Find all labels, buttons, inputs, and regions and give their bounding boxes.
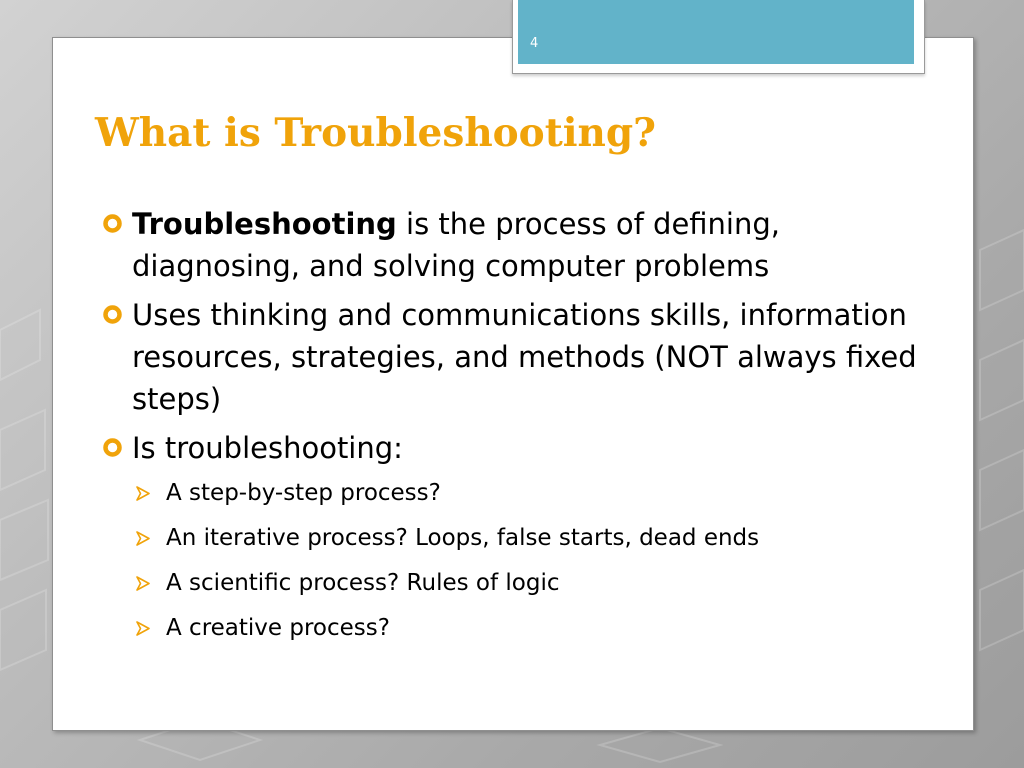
slide-content (102, 203, 922, 656)
bullet-item (102, 427, 922, 469)
sub-bullet-text: An iterative process? Loops, false starts, dead ends (166, 525, 760, 551)
bullet-text: is the process of defining, diagnosing, and solving computer problems (132, 207, 780, 283)
sub-bullet-item (102, 611, 922, 646)
bullet-bold-term: Troubleshooting (132, 207, 397, 241)
sub-bullet-text: A scientific process? Rules of logic (166, 570, 560, 596)
sub-bullet-text: A step-by-step process? (166, 480, 441, 506)
bullet-text: Is troubleshooting: (132, 431, 403, 465)
bullet-item (102, 294, 922, 420)
sub-bullet-item (102, 521, 922, 556)
arrowhead-bullet-icon (136, 486, 150, 501)
ring-bullet-icon (102, 304, 123, 325)
slide-number: 4 (530, 36, 539, 51)
arrowhead-bullet-icon (136, 576, 150, 591)
slide-title: What is Troubleshooting? (95, 110, 657, 156)
slide-number-tab-fill (518, 0, 914, 64)
bullet-item (102, 203, 922, 287)
ring-bullet-icon (102, 213, 123, 234)
arrowhead-bullet-icon (136, 621, 150, 636)
bullet-text: Uses thinking and communications skills, information resources, strategies, and methods (NOT always fixed steps) (132, 298, 917, 416)
sub-bullet-item (102, 566, 922, 601)
sub-bullet-item (102, 476, 922, 511)
ring-bullet-icon (102, 437, 123, 458)
arrowhead-bullet-icon (136, 531, 150, 546)
sub-bullet-text: A creative process? (166, 615, 390, 641)
